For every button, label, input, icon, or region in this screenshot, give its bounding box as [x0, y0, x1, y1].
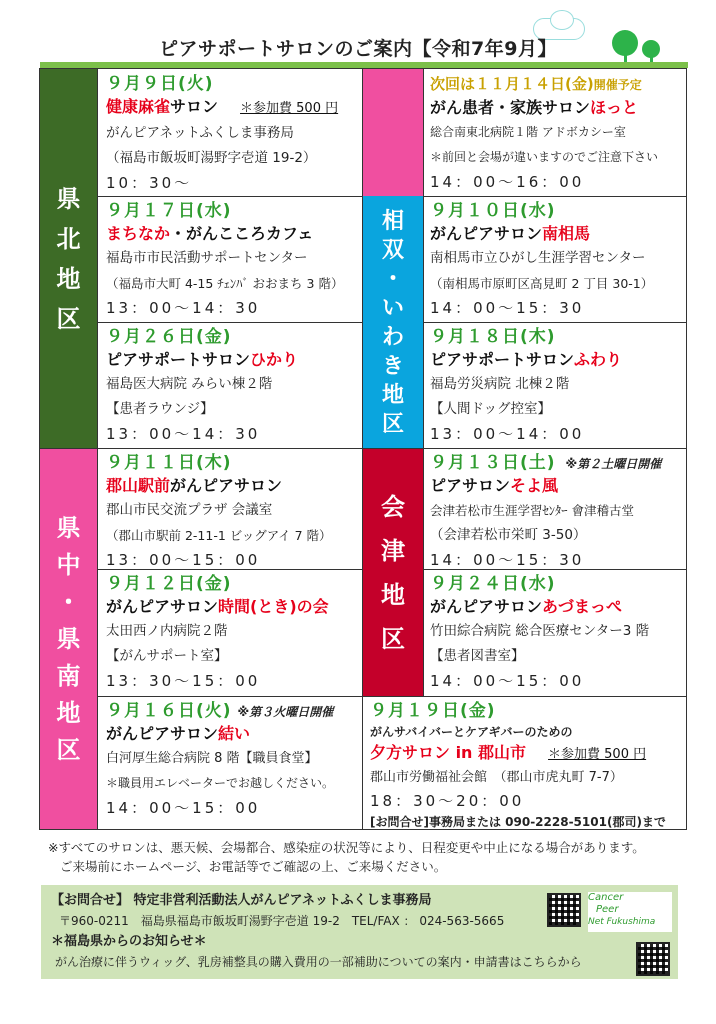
salon-entry	[106, 574, 361, 693]
salon-time: 18：30～20：00	[370, 792, 525, 810]
salon-date: ９月９日(火)	[106, 74, 214, 94]
salon-room: 【人間ドッグ控室】	[430, 401, 551, 417]
next-date-suffix: 開催予定	[593, 78, 642, 92]
salon-time: 14：00～15：00	[106, 799, 261, 817]
salon-entry	[430, 327, 685, 446]
band-char: い	[381, 295, 404, 321]
salon-name	[430, 474, 685, 498]
salon-entry	[430, 453, 685, 572]
qr-code-icon[interactable]	[636, 942, 670, 976]
band-char: 地	[381, 581, 405, 609]
band-soso-iwaki	[363, 196, 423, 449]
salon-date: ９月１３日(土)	[430, 453, 556, 473]
band-char: 区	[381, 625, 405, 653]
grid-line	[362, 69, 363, 829]
band-char: 県	[56, 185, 81, 213]
band-char: 中	[56, 550, 81, 579]
salon-name-text: がん患者・家族サロン	[430, 98, 591, 117]
band-char: ・	[381, 266, 404, 292]
salon-name	[106, 222, 361, 246]
salon-date: ９月１８日(木)	[430, 327, 556, 347]
band-char: 会	[381, 493, 405, 521]
salon-name-highlight: 郡山駅前	[106, 476, 171, 495]
salon-room: 【患者ラウンジ】	[106, 401, 214, 417]
salon-name	[430, 348, 685, 372]
salon-name-highlight: そよ風	[510, 476, 559, 495]
salon-name	[106, 595, 361, 619]
next-date: 次回は１１月１４日(金)	[430, 75, 594, 93]
salon-name-text: ピアサポートサロン	[430, 350, 575, 369]
salon-name	[430, 96, 685, 120]
footnote	[48, 838, 645, 876]
salon-entry	[106, 701, 361, 820]
salon-venue: 太田西ノ内病院２階	[106, 623, 228, 639]
schedule-note: ※第３火曜日開催	[237, 705, 334, 719]
next-session-date	[430, 74, 685, 96]
band-char: 地	[381, 382, 404, 408]
salon-name	[370, 742, 686, 765]
salon-time: 14：00～16：00	[430, 173, 585, 191]
grid-line	[423, 69, 424, 697]
schedule-note: ※第２土曜日開催	[565, 457, 662, 471]
salon-time: 13：30～15：00	[106, 672, 261, 690]
band-char: 双	[381, 237, 404, 263]
salon-time: 14：00～15：00	[430, 672, 585, 690]
salon-name-highlight: ふわり	[574, 350, 623, 369]
salon-date: ９月１７日(水)	[106, 201, 232, 221]
grid-line	[97, 696, 362, 697]
band-next-session	[363, 69, 423, 196]
salon-date: ９月２６日(金)	[106, 327, 232, 347]
salon-venue: 竹田綜合病院 総合医療センター3 階	[430, 623, 650, 639]
salon-venue: 福島医大病院 みらい棟２階	[106, 376, 273, 392]
salon-name-highlight: 結い	[218, 724, 251, 743]
qr-code-icon[interactable]	[547, 893, 581, 927]
salon-date: ９月２４日(水)	[430, 574, 556, 594]
band-char: 北	[56, 225, 81, 253]
salon-name	[430, 595, 685, 619]
cloud-decoration	[550, 10, 574, 30]
notice-title: ＊福島県からのお知らせ＊	[51, 934, 207, 949]
salon-venue: 福島市市民活動サポートセンター	[106, 250, 308, 266]
footnote-line: ※すべてのサロンは、悪天候、会場都合、感染症の状況等により、日程変更や中止になる場合があります。	[48, 840, 645, 855]
salon-entry	[430, 201, 685, 320]
salon-entry	[370, 701, 686, 832]
band-char: 地	[56, 265, 81, 293]
band-char: 県	[56, 624, 81, 653]
notice-text: がん治療に伴うウィッグ、乳房補整具の購入費用の一部補助についての案内・申請書はこちらから	[55, 955, 582, 969]
salon-name	[106, 474, 361, 498]
salon-entry	[106, 74, 361, 195]
salon-entry	[430, 74, 685, 194]
band-char: わ	[381, 324, 404, 350]
grid-line	[97, 69, 98, 829]
salon-name-text: サロン	[170, 97, 219, 116]
grid-line	[97, 196, 362, 197]
contact-box	[41, 885, 678, 979]
salon-name-highlight: 時間(とき)の会	[218, 597, 329, 616]
salon-venue: 白河厚生総合病院 8 階【職員食堂】	[106, 751, 318, 766]
band-aizu	[363, 449, 423, 697]
salon-date: ９月１９日(金)	[370, 701, 496, 721]
contact-title: 【お問合せ】 特定非営利活動法人がんピアネットふくしま事務局	[51, 893, 432, 908]
salon-venue: 郡山市労働福祉会館 （郡山市虎丸町 7-7）	[370, 770, 623, 785]
salon-time: 14：00～15：30	[430, 551, 585, 569]
band-char: 地	[56, 698, 81, 727]
salon-time: 14：00～15：30	[430, 299, 585, 317]
salon-room: 【がんサポート室】	[106, 648, 228, 664]
salon-name-text: がんピアサロン	[430, 224, 543, 243]
salon-caution: ＊職員用エレベーターでお越しください。	[106, 776, 335, 790]
logo-text: Cancer	[588, 892, 624, 903]
salon-date: ９月１２日(金)	[106, 574, 232, 594]
band-char: 区	[381, 411, 404, 437]
grid-line	[362, 696, 686, 697]
salon-address: （南相馬市原町区高見町 2 丁目 30-1）	[430, 276, 654, 291]
footnote-line: ご来場前にホームページ、お電話等でご確認の上、ご来場ください。	[60, 859, 447, 874]
band-char: 南	[56, 661, 81, 690]
salon-venue: 南相馬市立ひがし生涯学習センター	[430, 250, 646, 266]
salon-address: （会津若松市栄町 3-50）	[430, 527, 587, 543]
salon-subtitle: がんサバイバーとケアギバーのための	[370, 725, 573, 739]
salon-date-row	[430, 453, 685, 474]
page-title: ピアサポートサロンのご案内【令和7年9月】	[159, 38, 557, 60]
salon-caution: ＊前回と会場が違いますのでご注意下さい	[430, 150, 659, 164]
schedule-table	[39, 68, 687, 830]
salon-date: ９月１６日(火)	[106, 701, 232, 721]
salon-name-highlight: まちなか	[106, 224, 171, 243]
salon-venue: がんピアネットふくしま事務局	[106, 125, 294, 141]
band-kenpoku	[40, 69, 97, 449]
salon-name	[106, 348, 361, 372]
salon-date: ９月１０日(水)	[430, 201, 556, 221]
salon-venue: 総合南東北病院１階 アドボカシー室	[430, 125, 626, 139]
salon-name-highlight: 南相馬	[542, 224, 591, 243]
fee-note: ＊参加費 500 円	[548, 747, 647, 762]
salon-venue: 福島労災病院 北棟２階	[430, 376, 570, 392]
salon-name-highlight: 夕方サロン in 郡山市	[370, 743, 527, 762]
salon-name-highlight: ほっと	[590, 98, 639, 117]
grid-line	[423, 322, 686, 323]
fee-note: ＊参加費 500 円	[240, 101, 339, 116]
salon-name-text: がんピアサロン	[430, 597, 543, 616]
salon-name-highlight: ひかり	[250, 350, 299, 369]
salon-venue: 会津若松市生涯学習ｾﾝﾀｰ 會津稽古堂	[430, 503, 634, 518]
salon-name-text: ピアサロン	[430, 476, 511, 495]
salon-entry	[106, 201, 361, 320]
band-char: ・	[56, 587, 81, 616]
salon-time: 13：00～14：00	[430, 425, 585, 443]
band-char: 区	[56, 305, 81, 333]
logo-text: Net Fukushima	[588, 917, 656, 927]
salon-entry	[106, 327, 361, 446]
salon-date: ９月１１日(木)	[106, 453, 232, 473]
salon-name-text: ピアサポートサロン	[106, 350, 251, 369]
salon-name	[430, 222, 685, 246]
salon-room: 【患者図書室】	[430, 648, 525, 664]
salon-contact: [お問合せ]事務局または 090-2228-5101(郡司)まで	[370, 815, 666, 829]
salon-address: （郡山市駅前 2-11-1 ビッグアイ 7 階）	[106, 528, 332, 543]
grid-line	[40, 448, 686, 449]
contact-address: 〒960-0211 福島県福島市飯坂町湯野字壱道 19-2 TEL/FAX ： 024-563-5665	[59, 914, 505, 928]
band-char: 県	[56, 513, 81, 542]
salon-entry	[430, 574, 685, 693]
salon-name-highlight: あづまっぺ	[542, 597, 623, 616]
salon-time: 13：00～15：00	[106, 551, 261, 569]
grid-line	[423, 196, 686, 197]
salon-time: 13：00～14：30	[106, 425, 261, 443]
cancer-peer-net-logo	[588, 892, 672, 932]
grid-line	[97, 322, 362, 323]
salon-time: 10：30～	[106, 174, 193, 192]
salon-address: （福島市飯坂町湯野字壱道 19-2）	[106, 150, 317, 166]
salon-name-text: がんピアサロン	[106, 724, 219, 743]
salon-time: 13：00～14：30	[106, 299, 261, 317]
band-char: 津	[381, 537, 405, 565]
band-kenchu-kennan	[40, 449, 97, 829]
band-char: き	[381, 353, 404, 379]
salon-entry	[106, 453, 361, 572]
band-char: 相	[381, 208, 404, 234]
salon-date-row	[106, 701, 361, 722]
logo-text: Peer	[596, 904, 619, 915]
salon-address: （福島市大町 4-15 ﾁｪﾝﾊﾞ おおまち 3 階）	[106, 276, 344, 291]
salon-venue: 郡山市民交流プラザ 会議室	[106, 502, 273, 518]
salon-name-highlight: 健康麻雀	[106, 97, 171, 116]
salon-name-text: がんピアサロン	[106, 597, 219, 616]
band-char: 区	[56, 735, 81, 764]
salon-name	[106, 722, 361, 746]
salon-name-text: がんピアサロン	[170, 476, 283, 495]
salon-name	[106, 95, 361, 121]
salon-name-text: ・がんこころカフェ	[170, 224, 314, 243]
